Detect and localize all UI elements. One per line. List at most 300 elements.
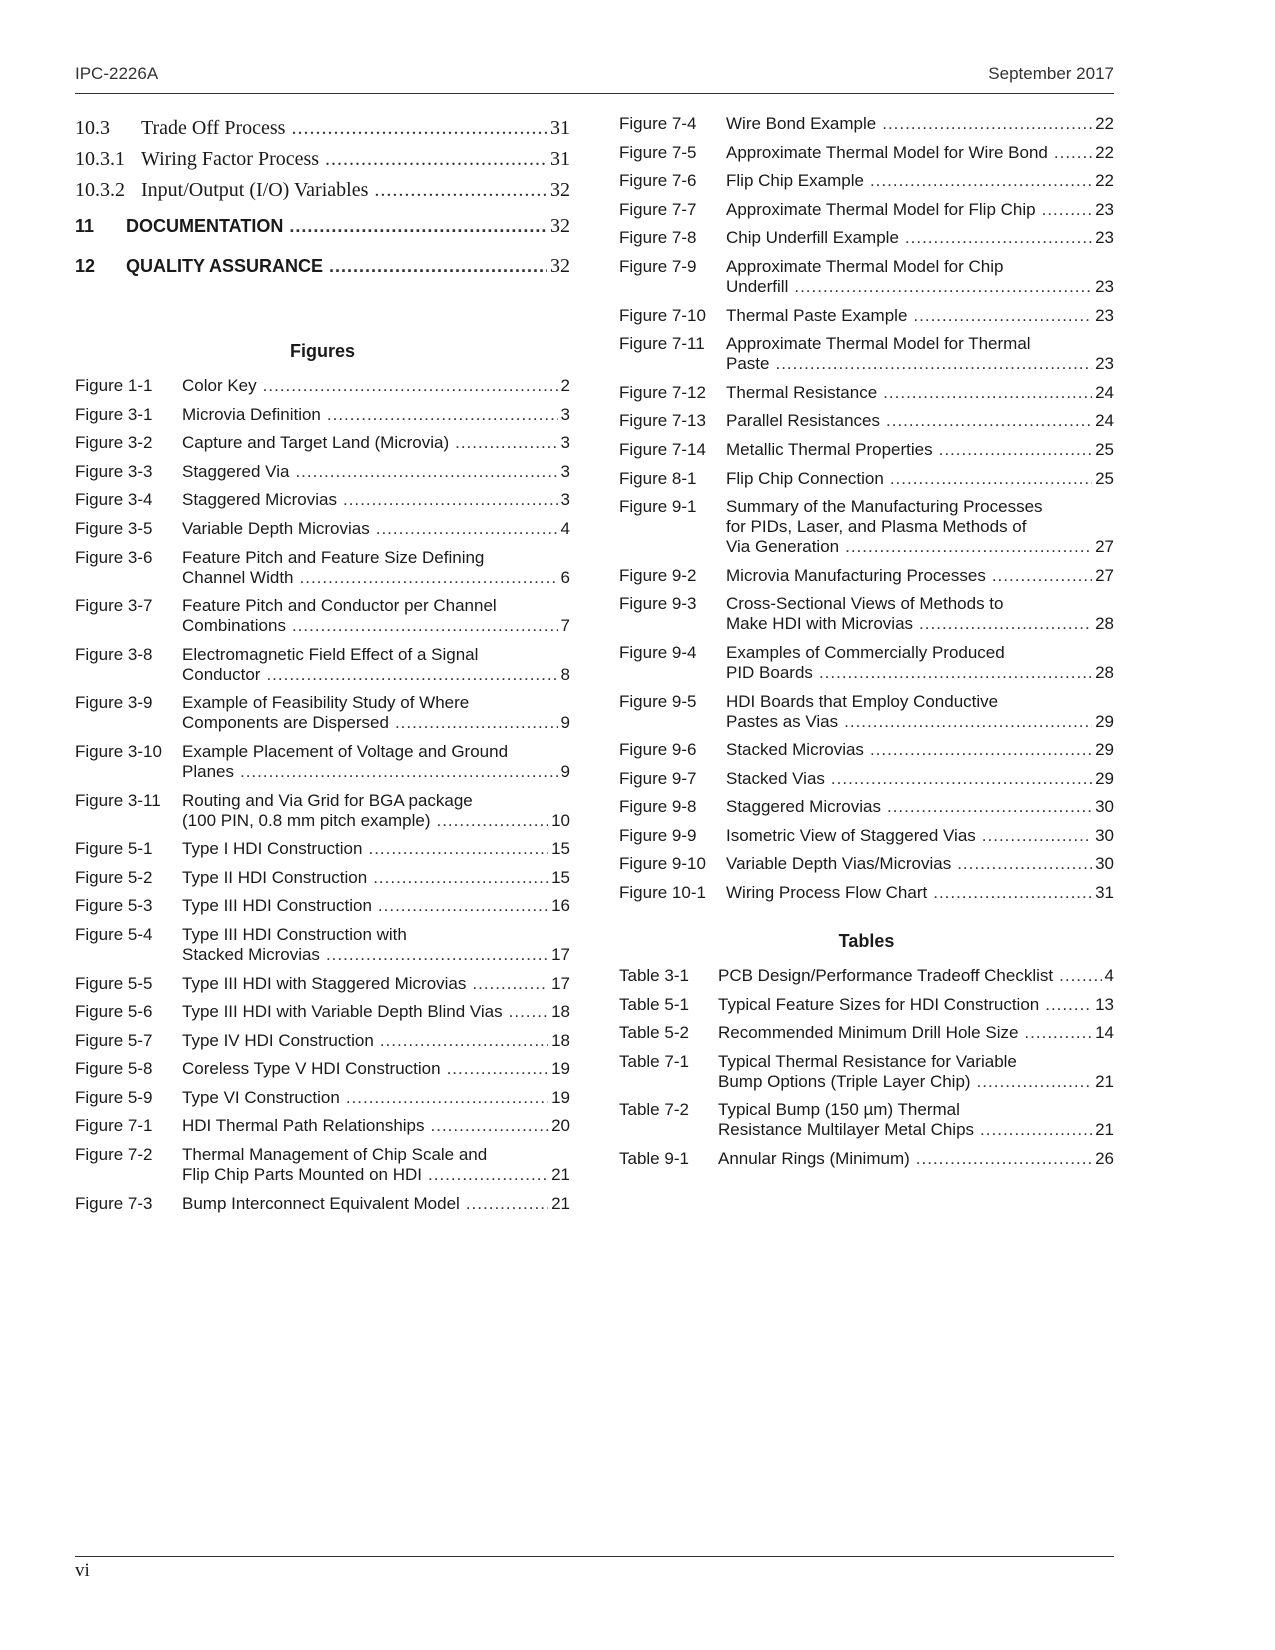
entry-number: Figure 9-1 bbox=[619, 497, 697, 517]
entry-title bbox=[726, 692, 1114, 732]
figure-list-entry[interactable] bbox=[75, 1031, 570, 1051]
dot-leader bbox=[395, 713, 558, 733]
dot-leader bbox=[870, 171, 1092, 191]
figure-list-entry[interactable] bbox=[75, 519, 570, 539]
dot-leader bbox=[916, 1149, 1092, 1169]
entry-number: Table 7-2 bbox=[619, 1100, 689, 1120]
table-list-entry[interactable] bbox=[619, 966, 1114, 986]
figure-list-entry[interactable] bbox=[619, 440, 1114, 460]
entry-title bbox=[182, 791, 570, 831]
entry-title bbox=[182, 1145, 570, 1185]
entry-title-line bbox=[726, 354, 1114, 374]
entry-title-text: Summary of the Manufacturing Processes bbox=[726, 497, 1043, 517]
entry-title-line bbox=[718, 1100, 1114, 1120]
figure-list-entry[interactable] bbox=[75, 490, 570, 510]
dot-leader bbox=[291, 113, 547, 144]
entry-title-text: Type III HDI with Staggered Microvias bbox=[182, 973, 467, 993]
entry-title-line bbox=[726, 517, 1114, 537]
entry-number: Figure 3-3 bbox=[75, 461, 153, 481]
entry-title bbox=[718, 1052, 1114, 1092]
entry-title-line bbox=[726, 712, 1114, 732]
figure-list-entry[interactable] bbox=[75, 974, 570, 994]
entry-title-text: Channel Width bbox=[182, 567, 294, 587]
entry-title bbox=[182, 742, 570, 782]
figure-list-entry[interactable] bbox=[619, 411, 1114, 431]
figure-list-entry[interactable] bbox=[75, 596, 570, 636]
figure-list-entry[interactable] bbox=[75, 645, 570, 685]
table-list-entry[interactable] bbox=[619, 1149, 1114, 1169]
entry-title bbox=[726, 797, 1114, 817]
entry-title-line bbox=[718, 966, 1114, 986]
entry-number: Figure 7-3 bbox=[75, 1193, 153, 1213]
dot-leader bbox=[325, 144, 547, 175]
entry-page-number: 17 bbox=[551, 973, 570, 993]
entry-title bbox=[718, 1023, 1114, 1043]
entry-number: Figure 9-8 bbox=[619, 797, 697, 817]
entry-number: Figure 3-2 bbox=[75, 433, 153, 453]
entry-title bbox=[141, 113, 570, 144]
entry-title bbox=[182, 1031, 570, 1051]
figure-list-entry[interactable] bbox=[619, 383, 1114, 403]
entry-number: Figure 7-11 bbox=[619, 334, 705, 354]
entry-title bbox=[182, 519, 570, 539]
dot-leader bbox=[883, 383, 1092, 403]
figure-list-entry[interactable] bbox=[619, 769, 1114, 789]
entry-number: Figure 5-8 bbox=[75, 1059, 153, 1079]
figure-list-entry[interactable] bbox=[75, 925, 570, 965]
entry-number: Table 9-1 bbox=[619, 1149, 689, 1169]
figures-list-right bbox=[619, 114, 1114, 903]
entry-title bbox=[182, 868, 570, 888]
entry-page-number: 23 bbox=[1095, 228, 1114, 248]
main-section-list bbox=[75, 206, 570, 286]
entry-title-text: Components are Dispersed bbox=[182, 713, 389, 733]
entry-number: Figure 9-4 bbox=[619, 642, 697, 662]
entry-page-number: 9 bbox=[560, 761, 570, 781]
entry-page-number: 19 bbox=[551, 1087, 570, 1107]
entry-number: Figure 7-14 bbox=[619, 439, 706, 459]
entry-number: Figure 9-3 bbox=[619, 594, 697, 614]
entry-title-text: Thermal Paste Example bbox=[726, 305, 908, 325]
entry-page-number: 14 bbox=[1095, 1023, 1114, 1043]
entry-title-text: Staggered Microvias bbox=[726, 797, 881, 817]
entry-page-number: 32 bbox=[550, 179, 570, 201]
entry-title bbox=[718, 1100, 1114, 1140]
entry-title bbox=[726, 171, 1114, 191]
header-rule bbox=[75, 93, 1114, 94]
dot-leader bbox=[431, 1116, 549, 1136]
entry-title-line bbox=[726, 200, 1114, 220]
entry-number: Figure 9-9 bbox=[619, 825, 697, 845]
entry-title-text: Thermal Management of Chip Scale and bbox=[182, 1145, 488, 1165]
dot-leader bbox=[870, 740, 1092, 760]
entry-page-number: 3 bbox=[560, 433, 570, 453]
entry-number: Figure 5-4 bbox=[75, 924, 153, 944]
figure-list-entry[interactable] bbox=[619, 497, 1114, 557]
figure-list-entry[interactable] bbox=[619, 171, 1114, 191]
entry-title bbox=[726, 200, 1114, 220]
entry-title bbox=[182, 490, 570, 510]
entry-number: Figure 3-4 bbox=[75, 490, 153, 510]
entry-title-line bbox=[726, 826, 1114, 846]
entry-title-text: QUALITY ASSURANCE bbox=[126, 256, 324, 276]
figure-list-entry[interactable] bbox=[619, 334, 1114, 374]
entry-page-number: 22 bbox=[1095, 114, 1114, 133]
dot-leader bbox=[428, 1165, 548, 1185]
entry-number: Figure 7-8 bbox=[619, 228, 697, 248]
entry-title-line bbox=[718, 995, 1114, 1015]
dot-leader bbox=[380, 1031, 548, 1051]
entry-number: Figure 3-8 bbox=[75, 644, 153, 664]
figure-list-entry[interactable] bbox=[75, 405, 570, 425]
document-id: IPC-2226A bbox=[75, 64, 159, 83]
entry-title bbox=[182, 433, 570, 453]
entry-number: Figure 8-1 bbox=[619, 468, 697, 488]
entry-number: Figure 7-2 bbox=[75, 1145, 153, 1165]
entry-number: Figure 7-10 bbox=[619, 305, 706, 325]
entry-page-number: 19 bbox=[551, 1059, 570, 1079]
entry-page-number: 3 bbox=[560, 404, 570, 424]
entry-number: Table 3-1 bbox=[619, 966, 689, 986]
figure-list-entry[interactable] bbox=[619, 740, 1114, 760]
dot-leader bbox=[455, 433, 557, 453]
entry-page-number: 25 bbox=[1095, 468, 1114, 488]
entry-title-line bbox=[726, 440, 1114, 460]
entry-title-text: Type IV HDI Construction bbox=[182, 1030, 374, 1050]
figure-list-entry[interactable] bbox=[75, 376, 570, 396]
toc-main-section-entry[interactable] bbox=[75, 206, 570, 246]
dot-leader bbox=[890, 469, 1092, 489]
entry-number: 10.3.1 bbox=[75, 148, 125, 170]
entry-title bbox=[726, 306, 1114, 326]
entry-page-number: 21 bbox=[1095, 1120, 1114, 1140]
entry-title-text: Staggered Microvias bbox=[182, 490, 337, 510]
table-list-entry[interactable] bbox=[619, 1100, 1114, 1140]
entry-page-number: 31 bbox=[550, 148, 570, 170]
figure-list-entry[interactable] bbox=[619, 114, 1114, 134]
entry-title bbox=[726, 334, 1114, 374]
entry-title-text: Approximate Thermal Model for Wire Bond bbox=[726, 142, 1048, 162]
entry-page-number: 29 bbox=[1095, 768, 1114, 788]
entry-number: Figure 3-5 bbox=[75, 518, 153, 538]
table-list-entry[interactable] bbox=[619, 995, 1114, 1015]
figure-list-entry[interactable] bbox=[75, 839, 570, 859]
figure-list-entry[interactable] bbox=[75, 791, 570, 831]
entry-number: Figure 3-11 bbox=[75, 790, 161, 810]
entry-number: Table 5-1 bbox=[619, 994, 689, 1014]
entry-title-text: for PIDs, Laser, and Plasma Methods of bbox=[726, 517, 1027, 537]
entry-title-text: Wiring Factor Process bbox=[141, 148, 320, 170]
entry-title-text: Example Placement of Voltage and Ground bbox=[182, 741, 509, 761]
figure-list-entry[interactable] bbox=[619, 643, 1114, 683]
entry-title-line bbox=[726, 854, 1114, 874]
entry-title-text: Feature Pitch and Conductor per Channel bbox=[182, 596, 497, 616]
entry-title-text: Examples of Commercially Produced bbox=[726, 642, 1005, 662]
dot-leader bbox=[1054, 143, 1092, 163]
entry-title-text: Type III HDI Construction bbox=[182, 896, 372, 916]
entry-title-text: HDI Boards that Employ Conductive bbox=[726, 691, 999, 711]
entry-title-text: Input/Output (I/O) Variables bbox=[141, 179, 369, 201]
toc-section-entry[interactable] bbox=[75, 175, 570, 206]
entry-title bbox=[182, 1002, 570, 1022]
entry-title-line bbox=[726, 692, 1114, 712]
figure-list-entry[interactable] bbox=[619, 228, 1114, 248]
entry-title bbox=[726, 497, 1114, 557]
table-list-entry[interactable] bbox=[619, 1052, 1114, 1092]
figure-list-entry[interactable] bbox=[619, 854, 1114, 874]
entry-title-line bbox=[718, 1052, 1114, 1072]
entry-page-number: 10 bbox=[551, 810, 570, 830]
toc-main-section-entry[interactable] bbox=[75, 246, 570, 286]
entry-title bbox=[182, 839, 570, 859]
entry-page-number: 31 bbox=[1095, 883, 1114, 903]
figure-list-entry[interactable] bbox=[619, 469, 1114, 489]
entry-number: Figure 7-5 bbox=[619, 142, 697, 162]
entry-title-text: Typical Feature Sizes for HDI Construction bbox=[718, 994, 1040, 1014]
dot-leader bbox=[346, 1088, 548, 1108]
entry-title-text: HDI Thermal Path Relationships bbox=[182, 1116, 425, 1136]
dot-leader bbox=[329, 246, 547, 286]
entry-title-line bbox=[182, 1145, 570, 1165]
entry-title bbox=[726, 566, 1114, 586]
entry-title-line bbox=[182, 868, 570, 888]
entry-title-text: Thermal Resistance bbox=[726, 382, 878, 402]
figure-list-entry[interactable] bbox=[75, 1002, 570, 1022]
entry-title-text: Approximate Thermal Model for Chip bbox=[726, 256, 1004, 276]
entry-title-line bbox=[182, 762, 570, 782]
entry-title-text: Routing and Via Grid for BGA package bbox=[182, 790, 473, 810]
figure-list-entry[interactable] bbox=[75, 548, 570, 588]
page-header bbox=[75, 64, 1114, 88]
entry-title bbox=[726, 440, 1114, 460]
figure-list-entry[interactable] bbox=[619, 200, 1114, 220]
table-list-entry[interactable] bbox=[619, 1023, 1114, 1043]
figure-list-entry[interactable] bbox=[619, 797, 1114, 817]
entry-page-number: 27 bbox=[1095, 565, 1114, 585]
entry-title-text: Recommended Minimum Drill Hole Size bbox=[718, 1023, 1019, 1043]
entry-page-number: 29 bbox=[1095, 711, 1114, 731]
entry-title-line bbox=[182, 925, 570, 945]
figure-list-entry[interactable] bbox=[75, 868, 570, 888]
entry-page-number: 32 bbox=[550, 255, 570, 277]
entry-title-line bbox=[182, 596, 570, 616]
entry-page-number: 28 bbox=[1095, 662, 1114, 682]
dot-leader bbox=[466, 1194, 548, 1214]
entry-number: Figure 5-9 bbox=[75, 1087, 153, 1107]
figure-list-entry[interactable] bbox=[75, 462, 570, 482]
dot-leader bbox=[374, 175, 547, 206]
entry-title-text: Wire Bond Example bbox=[726, 114, 877, 133]
entry-number: 10.3 bbox=[75, 117, 110, 139]
entry-title-line bbox=[182, 1194, 570, 1214]
entry-number: Figure 7-13 bbox=[619, 411, 706, 431]
dot-leader bbox=[378, 896, 548, 916]
section-list bbox=[75, 113, 570, 206]
entry-title-line bbox=[182, 433, 570, 453]
dot-leader bbox=[326, 945, 548, 965]
figure-list-entry[interactable] bbox=[75, 433, 570, 453]
entry-title bbox=[726, 411, 1114, 431]
dot-leader bbox=[472, 974, 548, 994]
entry-title-line bbox=[726, 797, 1114, 817]
dot-leader bbox=[794, 277, 1092, 297]
entry-page-number: 6 bbox=[560, 567, 570, 587]
figure-list-entry[interactable] bbox=[75, 896, 570, 916]
entry-page-number: 30 bbox=[1095, 854, 1114, 874]
dot-leader bbox=[1042, 200, 1092, 220]
dot-leader bbox=[992, 566, 1092, 586]
entry-title-line bbox=[182, 462, 570, 482]
entry-title-text: Chip Underfill Example bbox=[726, 228, 899, 248]
entry-title-line bbox=[182, 490, 570, 510]
entry-title bbox=[182, 462, 570, 482]
entry-title-text: Isometric View of Staggered Vias bbox=[726, 825, 976, 845]
figure-list-entry[interactable] bbox=[619, 306, 1114, 326]
figure-list-entry[interactable] bbox=[619, 594, 1114, 634]
entry-title bbox=[726, 826, 1114, 846]
entry-title-line bbox=[726, 643, 1114, 663]
figure-list-entry[interactable] bbox=[75, 1116, 570, 1136]
entry-title-line bbox=[726, 411, 1114, 431]
entry-title bbox=[726, 643, 1114, 683]
entry-page-number: 26 bbox=[1095, 1149, 1114, 1169]
entry-number: Figure 3-7 bbox=[75, 596, 153, 616]
figure-list-entry[interactable] bbox=[619, 826, 1114, 846]
dot-leader bbox=[436, 811, 548, 831]
entry-title-text: Coreless Type V HDI Construction bbox=[182, 1059, 441, 1079]
dot-leader bbox=[327, 405, 558, 425]
entry-number: Figure 9-6 bbox=[619, 740, 697, 760]
entry-page-number: 2 bbox=[560, 376, 570, 395]
toc-section-entry[interactable] bbox=[75, 144, 570, 175]
dot-leader bbox=[300, 568, 558, 588]
entry-title-text: Type VI Construction bbox=[182, 1087, 340, 1107]
entry-title-text: Flip Chip Example bbox=[726, 171, 864, 191]
entry-title bbox=[718, 966, 1114, 986]
dot-leader bbox=[844, 712, 1092, 732]
entry-title bbox=[126, 246, 570, 286]
entry-title-text: Cross-Sectional Views of Methods to bbox=[726, 594, 1004, 614]
entry-page-number: 8 bbox=[560, 664, 570, 684]
entry-title-line bbox=[182, 1165, 570, 1185]
entry-title-line bbox=[726, 594, 1114, 614]
figure-list-entry[interactable] bbox=[619, 692, 1114, 732]
entry-page-number: 30 bbox=[1095, 825, 1114, 845]
entry-title-line bbox=[726, 537, 1114, 557]
entry-number: Figure 3-9 bbox=[75, 693, 153, 713]
entry-number: Figure 7-7 bbox=[619, 199, 697, 219]
entry-page-number: 7 bbox=[560, 616, 570, 636]
entry-title bbox=[182, 1059, 570, 1079]
figure-list-entry[interactable] bbox=[75, 1059, 570, 1079]
dot-leader bbox=[982, 826, 1092, 846]
entry-title-text: Make HDI with Microvias bbox=[726, 614, 914, 634]
entry-title-line bbox=[141, 144, 570, 175]
entry-title-text: Paste bbox=[726, 354, 770, 374]
entry-title bbox=[182, 645, 570, 685]
document-date: September 2017 bbox=[988, 64, 1114, 83]
entry-title bbox=[726, 854, 1114, 874]
figure-list-entry[interactable] bbox=[619, 883, 1114, 903]
entry-title bbox=[718, 995, 1114, 1015]
entry-page-number: 29 bbox=[1095, 740, 1114, 760]
dot-leader bbox=[980, 1120, 1092, 1140]
entry-page-number: 18 bbox=[551, 1002, 570, 1022]
entry-title-line bbox=[726, 566, 1114, 586]
entry-title-line bbox=[718, 1072, 1114, 1092]
entry-title-text: Stacked Microvias bbox=[182, 944, 320, 964]
entry-page-number: 20 bbox=[551, 1116, 570, 1136]
entry-title-text: Pastes as Vias bbox=[726, 711, 839, 731]
entry-title-line bbox=[182, 742, 570, 762]
entry-title bbox=[141, 175, 570, 206]
entry-title-text: Planes bbox=[182, 761, 234, 781]
dot-leader bbox=[263, 376, 558, 396]
dot-leader bbox=[1059, 966, 1101, 986]
dot-leader bbox=[368, 839, 548, 859]
dot-leader bbox=[295, 462, 557, 482]
figure-list-entry[interactable] bbox=[75, 1194, 570, 1214]
entry-page-number: 15 bbox=[551, 867, 570, 887]
entry-number: Figure 3-6 bbox=[75, 547, 153, 567]
figure-list-entry[interactable] bbox=[75, 742, 570, 782]
entry-number: Figure 7-12 bbox=[619, 382, 706, 402]
entry-number: Figure 5-6 bbox=[75, 1002, 153, 1022]
entry-page-number: 23 bbox=[1095, 199, 1114, 219]
entry-title-text: DOCUMENTATION bbox=[126, 216, 284, 236]
dot-leader bbox=[1045, 995, 1092, 1015]
entry-title bbox=[182, 693, 570, 733]
entry-title-text: Variable Depth Microvias bbox=[182, 518, 370, 538]
figure-list-entry[interactable] bbox=[619, 143, 1114, 163]
entry-title-line bbox=[726, 257, 1114, 277]
entry-title-text: Approximate Thermal Model for Flip Chip bbox=[726, 199, 1036, 219]
entry-number: Table 5-2 bbox=[619, 1023, 689, 1043]
entry-title-line bbox=[726, 334, 1114, 354]
dot-leader bbox=[819, 663, 1092, 683]
figure-list-entry[interactable] bbox=[619, 257, 1114, 297]
entry-title-text: Metallic Thermal Properties bbox=[726, 439, 933, 459]
dot-leader bbox=[343, 490, 558, 510]
entry-title-text: Feature Pitch and Feature Size Defining bbox=[182, 547, 485, 567]
entry-title-line bbox=[726, 306, 1114, 326]
figure-list-entry[interactable] bbox=[75, 693, 570, 733]
figure-list-entry[interactable] bbox=[75, 1088, 570, 1108]
dot-leader bbox=[957, 854, 1092, 874]
figure-list-entry[interactable] bbox=[75, 1145, 570, 1185]
entry-title-text: Flip Chip Parts Mounted on HDI bbox=[182, 1165, 422, 1185]
entry-page-number: 24 bbox=[1095, 411, 1114, 431]
entry-title-text: Underfill bbox=[726, 276, 789, 296]
figure-list-entry[interactable] bbox=[619, 566, 1114, 586]
entry-title bbox=[126, 206, 570, 246]
entry-title-line bbox=[141, 175, 570, 206]
entry-number: Figure 7-4 bbox=[619, 114, 697, 133]
entry-title bbox=[726, 594, 1114, 634]
entry-number: Figure 5-2 bbox=[75, 867, 153, 887]
entry-title-line bbox=[182, 974, 570, 994]
entry-title-text: (100 PIN, 0.8 mm pitch example) bbox=[182, 810, 431, 830]
entry-page-number: 9 bbox=[560, 713, 570, 733]
entry-page-number: 21 bbox=[551, 1193, 570, 1213]
toc-section-entry[interactable] bbox=[75, 113, 570, 144]
entry-title-text: Combinations bbox=[182, 616, 286, 636]
dot-leader bbox=[447, 1059, 549, 1079]
entry-title-line bbox=[182, 665, 570, 685]
entry-title-line bbox=[726, 614, 1114, 634]
entry-title bbox=[182, 596, 570, 636]
entry-page-number: 17 bbox=[551, 944, 570, 964]
